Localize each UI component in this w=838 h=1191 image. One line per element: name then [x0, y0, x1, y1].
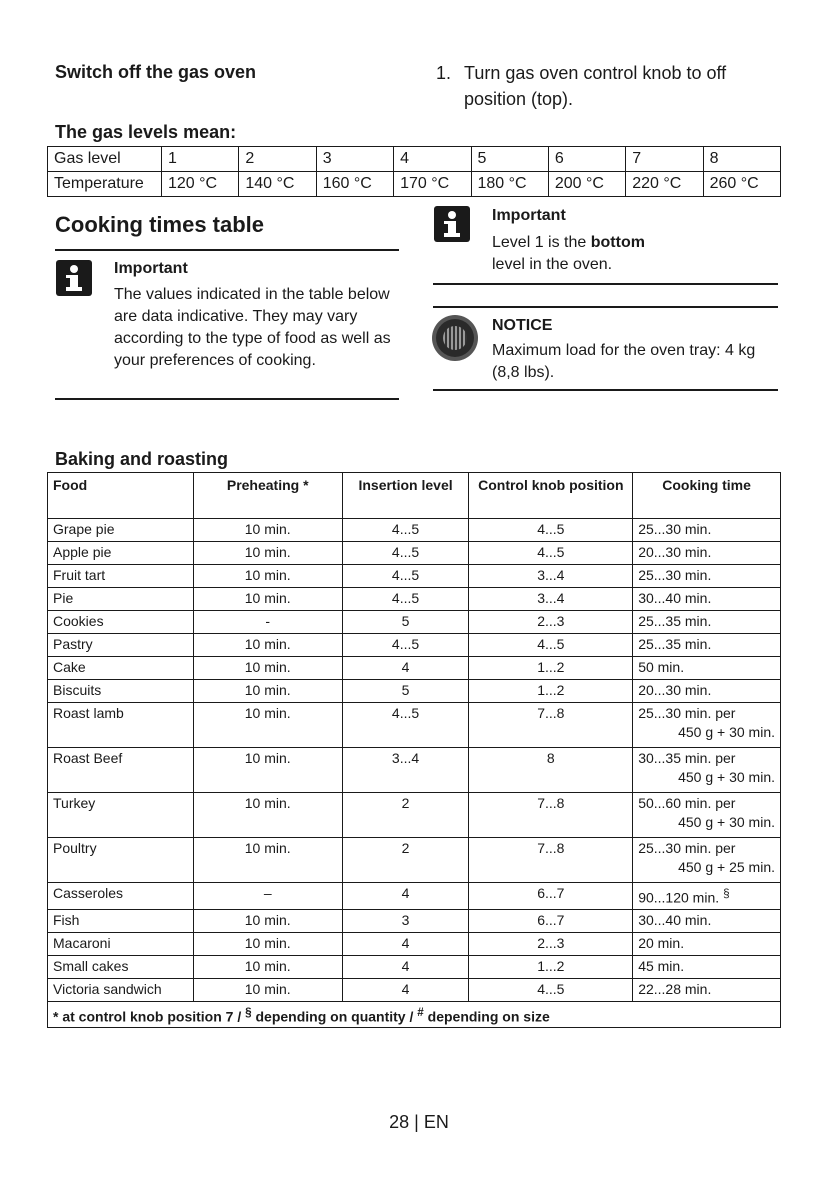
- baking-table: [47, 472, 781, 1028]
- footnote-sup1: §: [245, 1005, 252, 1019]
- notice-text: Maximum load for the oven tray: 4 kg (8,8 lbs).: [492, 342, 756, 381]
- table-row: [48, 955, 781, 978]
- preheating-cell: 10 min.: [193, 565, 342, 588]
- table-row: [48, 793, 781, 838]
- control-knob-cell: 8: [469, 748, 633, 793]
- gas-level-cell: 7: [626, 147, 703, 172]
- temperature-cell: 180 °C: [471, 172, 548, 197]
- insertion-level-cell: 4: [342, 932, 469, 955]
- control-knob-cell: 1...2: [469, 657, 633, 680]
- table-row: [48, 611, 781, 634]
- cooking-time-cell: [633, 657, 781, 680]
- header-insertion-level: Insertion level: [342, 473, 469, 519]
- temperature-cell: 120 °C: [162, 172, 239, 197]
- insertion-level-cell: 2: [342, 838, 469, 883]
- preheating-cell: 10 min.: [193, 680, 342, 703]
- table-row: [48, 565, 781, 588]
- notice-title: NOTICE: [492, 317, 553, 334]
- table-row: [48, 680, 781, 703]
- insertion-level-cell: 4: [342, 978, 469, 1001]
- control-knob-cell: 6...7: [469, 883, 633, 910]
- gas-level-cell: 5: [471, 147, 548, 172]
- cooking-time-text: 22...28 min.: [638, 980, 712, 997]
- notice-icon: [432, 315, 478, 361]
- cooking-time-text-2: 450 g + 30 min.: [678, 724, 775, 740]
- cooking-time-text-2: 450 g + 30 min.: [678, 769, 775, 785]
- preheating-cell: 10 min.: [193, 634, 342, 657]
- page-number: 28 | EN: [389, 1112, 449, 1132]
- control-knob-cell: 2...3: [469, 932, 633, 955]
- food-cell: Pastry: [48, 634, 194, 657]
- cooking-time-text: 30...35 min. per: [638, 750, 736, 766]
- cooking-time-cell: [633, 909, 781, 932]
- table-row: [48, 703, 781, 748]
- cooking-time-text: 90...120 min.: [638, 889, 720, 906]
- level-note-bold: bottom: [590, 234, 645, 251]
- control-knob-cell: 7...8: [469, 838, 633, 883]
- divider: [55, 398, 399, 400]
- level-note-title: Important: [492, 207, 566, 224]
- table-row: [48, 978, 781, 1001]
- cooking-time-cell: [633, 680, 781, 703]
- footnote-c: depending on size: [423, 1008, 550, 1025]
- info-icon: [434, 206, 470, 242]
- food-cell: Poultry: [48, 838, 194, 883]
- cooking-time-cell: [633, 588, 781, 611]
- insertion-level-cell: 3...4: [342, 748, 469, 793]
- cooking-time-text: 20...30 min.: [638, 544, 712, 560]
- cooking-time-cell: [633, 565, 781, 588]
- cooking-time-text: 30...40 min.: [638, 590, 712, 606]
- cooking-time-text: 50 min.: [638, 659, 685, 675]
- insertion-level-cell: 4...5: [342, 703, 469, 748]
- level-note-text: [492, 232, 782, 254]
- gas-level-cell: 4: [394, 147, 471, 172]
- cooking-time-text-2: 450 g + 30 min.: [678, 814, 775, 830]
- food-cell: Small cakes: [48, 955, 194, 978]
- footnote-a: * at control knob position 7 /: [53, 1008, 246, 1025]
- preheating-cell: 10 min.: [193, 519, 342, 542]
- preheating-cell: –: [193, 883, 342, 910]
- insertion-level-cell: 4...5: [342, 588, 469, 611]
- control-knob-cell: 4...5: [469, 634, 633, 657]
- header-preheating: Preheating *: [193, 473, 342, 519]
- table-row: [48, 634, 781, 657]
- preheating-cell: 10 min.: [193, 793, 342, 838]
- insertion-level-cell: 2: [342, 793, 469, 838]
- header-cooking-time: Cooking time: [633, 473, 781, 519]
- cooking-time-cell: [633, 978, 781, 1001]
- preheating-cell: 10 min.: [193, 748, 342, 793]
- cooking-time-text: 25...30 min.: [638, 521, 712, 537]
- temperature-row: [48, 172, 781, 197]
- food-cell: Roast Beef: [48, 748, 194, 793]
- food-cell: Cookies: [48, 611, 194, 634]
- cooking-time-cell: [633, 955, 781, 978]
- temperature-cell: 140 °C: [239, 172, 316, 197]
- cooking-time-cell: [633, 703, 781, 748]
- gas-level-cell: 6: [548, 147, 625, 172]
- control-knob-cell: 3...4: [469, 565, 633, 588]
- cooking-time-cell: [633, 883, 781, 910]
- divider: [55, 249, 399, 251]
- control-knob-cell: 4...5: [469, 542, 633, 565]
- insertion-level-cell: 4: [342, 883, 469, 910]
- food-cell: Fruit tart: [48, 565, 194, 588]
- temperature-cell: 170 °C: [394, 172, 471, 197]
- control-knob-cell: 1...2: [469, 955, 633, 978]
- temperature-cell: 220 °C: [626, 172, 703, 197]
- preheating-cell: 10 min.: [193, 932, 342, 955]
- control-knob-cell: 7...8: [469, 703, 633, 748]
- food-cell: Pie: [48, 588, 194, 611]
- level-note-text-a: Level 1 is the: [492, 234, 591, 251]
- temperature-cell: 260 °C: [703, 172, 780, 197]
- table-row: [48, 748, 781, 793]
- gas-level-label: Gas level: [48, 147, 162, 172]
- cooking-time-text: 20...30 min.: [638, 682, 712, 698]
- cooking-time-text-2: 450 g + 25 min.: [678, 859, 775, 875]
- cooking-time-text: 25...35 min.: [638, 613, 712, 629]
- food-cell: Apple pie: [48, 542, 194, 565]
- cooking-time-cell: [633, 793, 781, 838]
- gas-level-cell: 1: [162, 147, 239, 172]
- baking-heading: Baking and roasting: [55, 449, 229, 469]
- control-knob-cell: 6...7: [469, 909, 633, 932]
- table-row: [48, 883, 781, 910]
- gas-level-cell: 2: [239, 147, 316, 172]
- preheating-cell: 10 min.: [193, 588, 342, 611]
- preheating-cell: 10 min.: [193, 978, 342, 1001]
- footnote-b: depending on quantity /: [251, 1008, 418, 1025]
- preheating-cell: 10 min.: [193, 955, 342, 978]
- divider: [433, 283, 778, 285]
- gas-level-cell: 8: [703, 147, 780, 172]
- divider: [433, 389, 778, 391]
- cooking-time-cell: [633, 932, 781, 955]
- food-cell: Fish: [48, 909, 194, 932]
- food-cell: Grape pie: [48, 519, 194, 542]
- cooking-time-text: 25...30 min. per: [638, 840, 736, 856]
- cooking-time-sup: §: [723, 887, 730, 900]
- temperature-cell: 200 °C: [548, 172, 625, 197]
- food-cell: Macaroni: [48, 932, 194, 955]
- preheating-cell: 10 min.: [193, 703, 342, 748]
- cooking-time-cell: [633, 519, 781, 542]
- header-food: Food: [48, 473, 194, 519]
- table-row: [48, 838, 781, 883]
- cooking-time-text: 30...40 min.: [638, 911, 712, 928]
- info-icon: [56, 260, 92, 296]
- insertion-level-cell: 5: [342, 611, 469, 634]
- cooking-time-text: 25...30 min.: [638, 567, 712, 583]
- food-cell: Roast lamb: [48, 703, 194, 748]
- gas-levels-heading: The gas levels mean:: [55, 122, 237, 142]
- level-note-text-end: [492, 254, 782, 276]
- step-text: Turn gas oven control knob to off position (top).: [464, 63, 727, 109]
- preheating-cell: 10 min.: [193, 838, 342, 883]
- footnote-sup2: #: [417, 1005, 424, 1019]
- food-cell: Turkey: [48, 793, 194, 838]
- food-cell: Biscuits: [48, 680, 194, 703]
- cooking-time-cell: [633, 634, 781, 657]
- header-control-knob: Control knob position: [469, 473, 633, 519]
- level-note-text-c: level in the oven.: [492, 256, 613, 273]
- table-row: [48, 932, 781, 955]
- baking-header-row: [48, 473, 781, 519]
- insertion-level-cell: 4: [342, 955, 469, 978]
- preheating-cell: 10 min.: [193, 657, 342, 680]
- insertion-level-cell: 4...5: [342, 634, 469, 657]
- table-row: [48, 542, 781, 565]
- control-knob-cell: 2...3: [469, 611, 633, 634]
- footnote: [48, 1001, 781, 1028]
- cooking-time-text: 25...35 min.: [638, 636, 712, 652]
- preheating-cell: 10 min.: [193, 542, 342, 565]
- cooking-time-text: 50...60 min. per: [638, 795, 736, 811]
- cooking-times-heading: Cooking times table: [55, 212, 265, 237]
- cooking-time-cell: [633, 611, 781, 634]
- insertion-level-cell: 4...5: [342, 542, 469, 565]
- control-knob-cell: 4...5: [469, 519, 633, 542]
- control-knob-cell: 3...4: [469, 588, 633, 611]
- cooking-time-cell: [633, 838, 781, 883]
- table-row: [48, 588, 781, 611]
- important-text: The values indicated in the table below are data indicative. They may vary according to the type of food as well as your preferences of cooking.: [114, 286, 391, 369]
- cooking-time-text: 45 min.: [638, 957, 685, 974]
- temperature-cell: 160 °C: [316, 172, 393, 197]
- gas-levels-table: [47, 146, 781, 197]
- food-cell: Casseroles: [48, 883, 194, 910]
- gas-level-cell: 3: [316, 147, 393, 172]
- gas-level-row: [48, 147, 781, 172]
- temperature-label: Temperature: [48, 172, 162, 197]
- control-knob-cell: 1...2: [469, 680, 633, 703]
- preheating-cell: 10 min.: [193, 909, 342, 932]
- insertion-level-cell: 4...5: [342, 519, 469, 542]
- table-row: [48, 657, 781, 680]
- cooking-time-text: 25...30 min. per: [638, 705, 736, 721]
- important-title: Important: [114, 260, 188, 277]
- insertion-level-cell: 3: [342, 909, 469, 932]
- control-knob-cell: 7...8: [469, 793, 633, 838]
- food-cell: Victoria sandwich: [48, 978, 194, 1001]
- step-number: 1.: [436, 63, 452, 83]
- switch-off-heading: Switch off the gas oven: [55, 62, 257, 82]
- cooking-time-cell: [633, 748, 781, 793]
- insertion-level-cell: 5: [342, 680, 469, 703]
- preheating-cell: -: [193, 611, 342, 634]
- food-cell: Cake: [48, 657, 194, 680]
- insertion-level-cell: 4: [342, 657, 469, 680]
- table-row: [48, 909, 781, 932]
- cooking-time-text: 20 min.: [638, 934, 685, 951]
- control-knob-cell: 4...5: [469, 978, 633, 1001]
- footnote-row: [48, 1001, 781, 1028]
- cooking-time-cell: [633, 542, 781, 565]
- insertion-level-cell: 4...5: [342, 565, 469, 588]
- table-row: [48, 519, 781, 542]
- divider: [433, 306, 778, 308]
